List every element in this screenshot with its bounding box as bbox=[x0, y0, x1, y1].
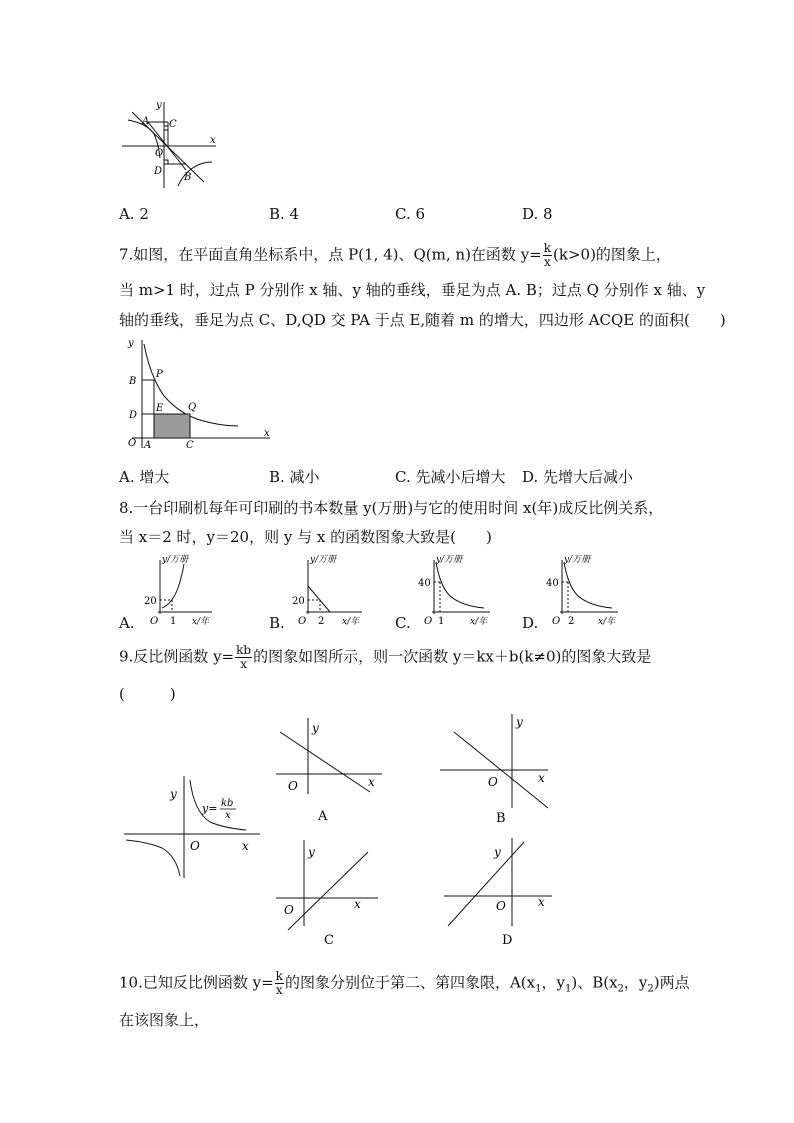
q10-mid-2: ，y bbox=[541, 973, 565, 992]
q9-choice-c-graph bbox=[270, 834, 390, 950]
q9-line-1-pre: 9.反比例函数 y= bbox=[119, 647, 235, 666]
q9-line-1-post: 的图象如图所示，则一次函数 y＝kx＋b(k≠0)的图象大致是 bbox=[253, 647, 652, 666]
q9-fraction bbox=[235, 644, 252, 671]
q6-label-y: y bbox=[156, 100, 162, 111]
q6-graph bbox=[118, 98, 218, 190]
q7-label-d: D bbox=[129, 410, 138, 421]
q9-main-label-y: y bbox=[170, 787, 177, 801]
q10-line-2: 在该图象上， bbox=[119, 1011, 210, 1029]
q9-choice-c-y: y bbox=[308, 845, 315, 859]
q8-line-2: 当 x＝2 时，y＝20，则 y 与 x 的函数图象大致是( ) bbox=[119, 528, 492, 546]
q9-choice-d-o: O bbox=[496, 899, 506, 913]
q8-graph-c bbox=[414, 552, 504, 628]
q10-line-1-pre: 10.已知反比例函数 y= bbox=[119, 973, 274, 992]
q7-line-2: 当 m>1 时，过点 P 分别作 x 轴、y 轴的垂线，垂足为点 A. B；过点 Q 分别作 x 轴、y bbox=[119, 281, 706, 299]
q7-shaded-area bbox=[154, 414, 190, 438]
q8-graph-b-ylabel: y/万册 bbox=[310, 555, 337, 565]
q7-frac-den: x bbox=[543, 255, 551, 269]
q8-graph-b-origin: O bbox=[298, 616, 307, 627]
q9-choice-b-graph bbox=[436, 712, 556, 824]
q7-line-1-post: (k>0)的图象上， bbox=[553, 245, 671, 264]
q10-frac-den: x bbox=[275, 983, 283, 997]
q9-choice-c-letter: C bbox=[324, 933, 334, 948]
q10-line-1-mid: 的图象分别位于第二、第四象限，A(x bbox=[284, 973, 536, 992]
q7-label-q: Q bbox=[188, 402, 197, 413]
q9-choice-b-o: O bbox=[488, 775, 498, 789]
q7-label-e: E bbox=[156, 403, 164, 414]
q8-graph-a-ytick: 20 bbox=[144, 596, 157, 607]
q8-graph-b-letter: B. bbox=[269, 614, 285, 632]
q8-graph-a-letter: A. bbox=[119, 614, 135, 632]
q7-graph bbox=[120, 336, 280, 450]
q9-choice-a-letter: A bbox=[318, 809, 328, 824]
q9-choice-a-x: x bbox=[368, 775, 375, 789]
q8-graph-d-origin: O bbox=[552, 616, 561, 627]
q7-label-p: P bbox=[156, 369, 163, 380]
q6-label-d: D bbox=[154, 166, 163, 177]
q10-sub-2: 1 bbox=[564, 983, 572, 995]
q9-choice-b-y: y bbox=[516, 715, 523, 729]
q8-graph-c-xlabel: x/年 bbox=[470, 617, 488, 627]
q10-line-1-post: )两点 bbox=[653, 973, 690, 992]
q8-graph-c-xtick: 1 bbox=[438, 616, 445, 627]
q9-main-label-x: x bbox=[242, 839, 249, 853]
q8-graph-a-origin: O bbox=[150, 616, 159, 627]
q9-choice-b-letter: B bbox=[496, 811, 506, 824]
q8-line-1: 8.一台印刷机每年可印刷的书本数量 y(万册)与它的使用时间 x(年)成反比例关系， bbox=[119, 499, 664, 517]
q6-label-b: B bbox=[184, 172, 192, 183]
q6-label-o: O bbox=[155, 148, 164, 159]
q8-graph-b-xtick: 2 bbox=[318, 616, 325, 627]
q10-sub-3: 2 bbox=[617, 983, 624, 995]
q9-choice-c-o: O bbox=[284, 903, 294, 917]
q6-option-b: B. 4 bbox=[269, 205, 300, 223]
q8-graph-d-letter: D. bbox=[522, 614, 539, 632]
q7-label-c: C bbox=[186, 440, 194, 450]
q8-graph-d-xlabel: x/年 bbox=[598, 617, 616, 627]
q10-mid-3: )、B(x bbox=[571, 973, 618, 992]
q6-option-d: D. 8 bbox=[522, 205, 553, 223]
q7-label-y: y bbox=[128, 338, 134, 349]
q8-graph-b-xlabel: x/年 bbox=[342, 617, 360, 627]
q6-label-a: A bbox=[142, 116, 150, 127]
q9-main-func-den: x bbox=[225, 810, 231, 821]
q7-label-b: B bbox=[129, 376, 137, 387]
q10-frac-num: k bbox=[275, 969, 283, 983]
q7-line-1 bbox=[119, 242, 671, 269]
q9-main-graph bbox=[120, 770, 265, 882]
q8-graph-c-origin: O bbox=[424, 616, 433, 627]
q9-main-func-pre: y= bbox=[202, 802, 218, 815]
q7-option-d: D. 先增大后减小 bbox=[522, 468, 634, 486]
q10-fraction bbox=[275, 970, 284, 997]
q8-graph-d-xtick: 2 bbox=[568, 616, 575, 627]
q7-option-b: B. 减小 bbox=[269, 468, 320, 486]
q8-graph-c-ytick: 40 bbox=[418, 578, 431, 589]
q8-graph-a-xlabel: x/年 bbox=[192, 617, 210, 627]
q9-choice-d-letter: D bbox=[502, 933, 513, 948]
q7-line-1-pre: 7.如图，在平面直角坐标系中，点 P(1, 4)、Q(m, n)在函数 y= bbox=[119, 245, 542, 264]
q9-frac-den: x bbox=[240, 657, 247, 671]
q9-choice-a-o: O bbox=[288, 779, 298, 793]
q9-choice-d-x: x bbox=[538, 895, 545, 909]
q8-graph-d-ylabel: y/万册 bbox=[564, 555, 591, 565]
q8-graph-a-xtick: 1 bbox=[170, 616, 177, 627]
q7-line-3: 轴的垂线，垂足为点 C、D,QD 交 PA 于点 E,随着 m 的增大，四边形 ACQE 的面积( ) bbox=[119, 311, 726, 329]
q7-label-a: A bbox=[144, 440, 152, 450]
q10-sub-1: 1 bbox=[535, 983, 542, 995]
q9-main-label-o: O bbox=[190, 839, 200, 853]
q8-graph-a-ylabel: y/万册 bbox=[162, 555, 189, 565]
q9-line-2: ( ) bbox=[119, 685, 176, 703]
q8-graph-c-ylabel: y/万册 bbox=[436, 555, 463, 565]
q9-choice-d-y: y bbox=[494, 845, 501, 859]
q7-label-x: x bbox=[264, 428, 270, 439]
q8-graph-b-ytick: 20 bbox=[292, 596, 305, 607]
q9-choice-a-graph bbox=[270, 712, 390, 824]
q6-label-x: x bbox=[210, 135, 216, 146]
q7-frac-num: k bbox=[543, 241, 552, 255]
q7-label-o: O bbox=[128, 438, 137, 449]
q8-graph-c-letter: C. bbox=[395, 614, 411, 632]
q9-choice-c-x: x bbox=[354, 897, 361, 911]
q10-sub-4: 2 bbox=[647, 983, 654, 995]
q9-choice-d-graph bbox=[440, 834, 560, 950]
q9-line-1 bbox=[119, 644, 651, 671]
q6-label-c: C bbox=[169, 119, 177, 130]
q9-main-func-num: kb bbox=[221, 798, 234, 809]
q7-fraction bbox=[543, 242, 552, 269]
q9-choice-b-x: x bbox=[538, 771, 545, 785]
q8-graph-d-ytick: 40 bbox=[546, 578, 559, 589]
q8-graph-a bbox=[136, 552, 226, 628]
q7-option-c: C. 先减小后增大 bbox=[395, 468, 506, 486]
q10-mid-4: ，y bbox=[623, 973, 648, 992]
q7-option-a: A. 增大 bbox=[119, 468, 170, 486]
q9-choice-a-y: y bbox=[312, 721, 319, 735]
q10-line-1 bbox=[119, 970, 690, 1000]
q6-option-a: A. 2 bbox=[119, 205, 149, 223]
q8-graph-b bbox=[286, 552, 376, 628]
q9-frac-num: kb bbox=[236, 643, 252, 657]
q6-option-c: C. 6 bbox=[395, 205, 426, 223]
q8-graph-d bbox=[542, 552, 632, 628]
